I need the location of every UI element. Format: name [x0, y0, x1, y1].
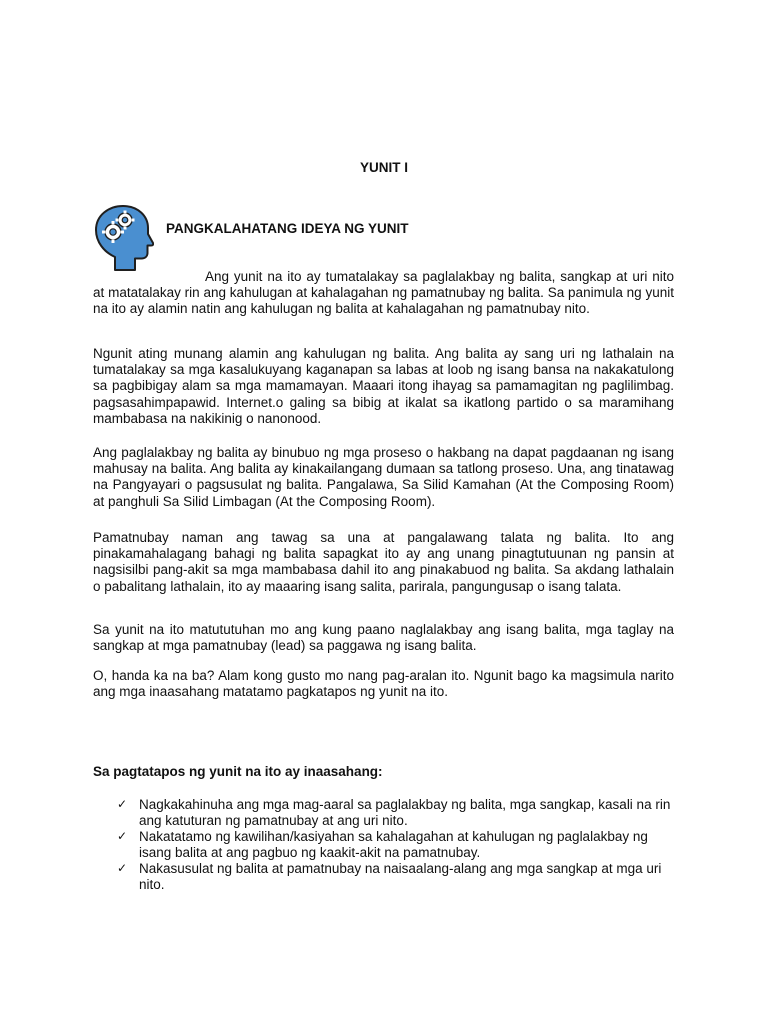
intro-paragraph: Ang yunit na ito ay tumatalakay sa paglalakbay ng balita, sangkap at uri nito at matatalakay rin ang kahulugan at kahalagahan ng pamatnubay ng balita. Sa panimula ng yunit na ito ay alamin natin ang kahulugan ng balita at kahalagahan ng pamatnubay nito. — [93, 269, 674, 317]
lead-paragraph: Pamatnubay naman ang tawag sa una at pangalawang talata ng balita. Ito ang pinakamahalagang bahagi ng balita sapagkat ito ay ang unang pinagtutuunan ng pansin at nagsisilbi pang-akit sa mga mambabasa dahil ito ang pinakabuod ng balita. Sa akdang lathalain o pabalitang lathalain, ito ay maaaring isang salita, parirala, pangungusap o isang talata. — [93, 530, 674, 594]
section-title: PANGKALAHATANG IDEYA NG YUNIT — [166, 221, 409, 236]
list-item — [117, 861, 675, 892]
ready-paragraph: O, handa ka na ba? Alam kong gusto mo nang pag-aralan ito. Ngunit bago ka magsimula narito ang mga inaasahang matatamo pagkatapos ng yunit na ito. — [93, 668, 674, 700]
list-item — [117, 797, 675, 828]
list-item — [117, 829, 675, 860]
list-item-text: Nagkakahinuha ang mga mag-aaral sa paglalakbay ng balita, mga sangkap, kasali na rin ang katuturan ng pamatnubay at ang uri nito. — [139, 797, 671, 828]
checkmark-icon: ✓ — [117, 829, 128, 844]
unit-title: YUNIT I — [359, 160, 408, 175]
expectations-list — [117, 797, 675, 894]
checkmark-icon: ✓ — [117, 797, 128, 811]
head-gears-icon — [92, 204, 154, 272]
list-item-text: Nakasusulat ng balita at pamatnubay na naisaalang-alang ang mga sangkap at mga uri nito. — [139, 861, 662, 892]
news-definition-paragraph: Ngunit ating munang alamin ang kahulugan ng balita. Ang balita ay sang uri ng lathalain na tumatalakay sa mga kasalukuyang kaganapan sa labas at loob ng isang bansa na nakakatulong sa pagbibigay alam sa mga mamamayan. Maaari itong ihayag sa pamamagitan ng paglilimbag. pagsasahimpapawid. Internet.o galing sa bibig at ikalat sa ikatlong partido o sa maramihang mambabasa na nakikinig o nanonood. — [93, 346, 674, 426]
expectations-heading: Sa pagtatapos ng yunit na ito ay inaasahang: — [93, 764, 383, 779]
checkmark-icon: ✓ — [117, 861, 128, 876]
news-journey-paragraph: Ang paglalakbay ng balita ay binubuo ng mga proseso o hakbang na dapat pagdaanan ng isang mahusay na balita. Ang balita ay kinakailangang dumaan sa tatlong proseso. Una, ang tinatawag na Pangyayari o pagsusulat ng balita. Pangalawa, Sa Silid Kamahan (At the Composing Room) at panghuli Sa Silid Limbagan (At the Composing Room). — [93, 445, 674, 509]
learning-paragraph: Sa yunit na ito matututuhan mo ang kung paano naglalakbay ang isang balita, mga taglay na sangkap at mga pamatnubay (lead) sa paggawa ng isang balita. — [93, 622, 674, 654]
list-item-text: Nakatatamo ng kawilihan/kasiyahan sa kahalagahan at kahulugan ng paglalakbay ng isang balita at ang pagbuo ng kaakit-akit na pamatnubay. — [139, 829, 648, 860]
